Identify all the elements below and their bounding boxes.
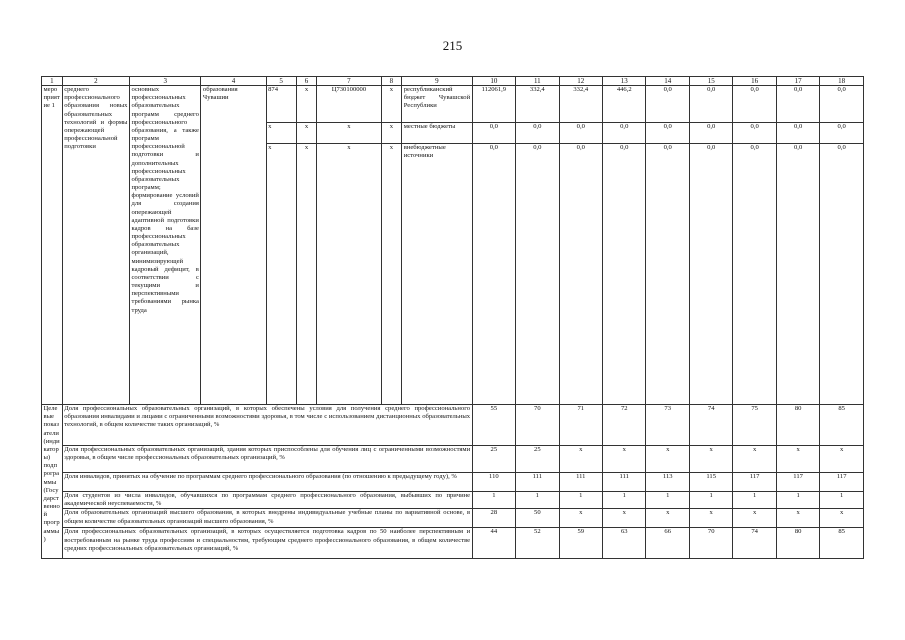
funding-value: 0,0 <box>516 123 559 144</box>
indicator-value: 25 <box>516 446 559 473</box>
target-article-code: х <box>317 123 381 144</box>
funding-value: 0,0 <box>733 123 776 144</box>
indicator-value: х <box>733 509 776 528</box>
funding-value: 0,0 <box>603 123 646 144</box>
funding-value: 0,0 <box>689 123 732 144</box>
indicator-value: 75 <box>733 405 776 446</box>
funding-value: 0,0 <box>559 144 602 405</box>
indicator-value: 1 <box>776 492 819 509</box>
grbs-code: х <box>266 123 296 144</box>
target-article-code: Ц730100000 <box>317 86 381 123</box>
funding-value: 0,0 <box>559 123 602 144</box>
funding-value: 332,4 <box>516 86 559 123</box>
column-header: 18 <box>820 77 864 86</box>
table-row <box>42 509 864 528</box>
section-code: х <box>296 123 317 144</box>
responsible-executor: образования Чувашии <box>201 86 266 405</box>
funding-value: 0,0 <box>646 123 689 144</box>
indicator-value: 25 <box>472 446 515 473</box>
indicator-value: 1 <box>689 492 732 509</box>
indicator-value: 59 <box>559 528 602 559</box>
page-number: 215 <box>442 38 463 53</box>
column-header: 12 <box>559 77 602 86</box>
funding-source: внебюджетные источники <box>402 144 472 405</box>
target-article-code: х <box>317 144 381 405</box>
indicator-value: 110 <box>472 473 515 492</box>
section-code: х <box>296 86 317 123</box>
indicator-value: х <box>646 446 689 473</box>
funding-value: 0,0 <box>820 86 864 123</box>
indicator-value: 74 <box>689 405 732 446</box>
indicator-value: 72 <box>603 405 646 446</box>
indicator-value: х <box>646 509 689 528</box>
budget-table <box>41 76 864 559</box>
funding-source: местные бюджеты <box>402 123 472 144</box>
funding-value: 0,0 <box>820 123 864 144</box>
column-header: 13 <box>603 77 646 86</box>
column-header: 4 <box>201 77 266 86</box>
indicator-value: х <box>820 509 864 528</box>
indicator-text: Доля студентов из числа инвалидов, обучавшихся по программам среднего профессионального образования, выбывших по причине академической неуспеваемости, % <box>64 492 471 508</box>
funding-value: 0,0 <box>733 86 776 123</box>
indicator-value: х <box>559 446 602 473</box>
funding-value: 0,0 <box>646 86 689 123</box>
funding-value: 112061,9 <box>472 86 515 123</box>
indicator-value: 1 <box>559 492 602 509</box>
table-row <box>42 528 864 559</box>
indicator-value: 66 <box>646 528 689 559</box>
column-header: 2 <box>62 77 129 86</box>
column-header: 15 <box>689 77 732 86</box>
indicator-value: 70 <box>516 405 559 446</box>
funding-value: 0,0 <box>776 86 819 123</box>
indicator-value: 1 <box>603 492 646 509</box>
targets-label: Целевые показатели (индикаторы) подпрограммы (Государственной программы) <box>42 405 63 559</box>
column-header: 9 <box>402 77 472 86</box>
indicator-value: 111 <box>516 473 559 492</box>
column-header: 11 <box>516 77 559 86</box>
funding-value: 446,2 <box>603 86 646 123</box>
column-header: 7 <box>317 77 381 86</box>
indicator-value: 111 <box>603 473 646 492</box>
indicator-value: 113 <box>646 473 689 492</box>
indicator-text: Доля профессиональных образовательных организаций, в которых осуществляется подготовка кадров по 50 наиболее перспективным и востребованным на рынке труда профессиям и специальностям, требующим среднего профессионального образования, в общем количестве средних профессиональных образовательных организаций, % <box>62 528 472 559</box>
indicator-value: 111 <box>559 473 602 492</box>
indicator-value: 73 <box>646 405 689 446</box>
column-header: 10 <box>472 77 515 86</box>
indicator-value: 1 <box>820 492 864 509</box>
indicator-value: 50 <box>516 509 559 528</box>
indicator-value: х <box>776 509 819 528</box>
indicator-value: 71 <box>559 405 602 446</box>
table-row <box>42 405 864 446</box>
column-header: 16 <box>733 77 776 86</box>
column-header: 3 <box>129 77 200 86</box>
grbs-code: х <box>266 144 296 405</box>
indicator-value: 63 <box>603 528 646 559</box>
indicator-value: х <box>820 446 864 473</box>
funding-value: 0,0 <box>646 144 689 405</box>
indicator-value: х <box>603 509 646 528</box>
column-header: 8 <box>381 77 402 86</box>
indicator-value: 85 <box>820 528 864 559</box>
expense-type-code: х <box>381 86 402 123</box>
funding-value: 0,0 <box>603 144 646 405</box>
measure-label: мероприятие 1 <box>42 86 63 405</box>
section-code: х <box>296 144 317 405</box>
indicator-value: х <box>559 509 602 528</box>
column-header: 14 <box>646 77 689 86</box>
funding-source: республиканский бюджет Чувашской Республики <box>402 86 472 123</box>
indicator-value: 80 <box>776 528 819 559</box>
indicator-value: 28 <box>472 509 515 528</box>
funding-value: 0,0 <box>689 86 732 123</box>
indicator-text: Доля инвалидов, принятых на обучение по программам среднего профессионального образования (по отношению к предыдущему году), % <box>62 473 472 492</box>
indicator-value: х <box>733 446 776 473</box>
funding-value: 0,0 <box>776 144 819 405</box>
column-header: 17 <box>776 77 819 86</box>
indicator-value: 74 <box>733 528 776 559</box>
funding-value: 0,0 <box>776 123 819 144</box>
indicator-value: 115 <box>689 473 732 492</box>
indicator-value: 1 <box>733 492 776 509</box>
table-header-row <box>42 77 864 86</box>
indicator-value: 1 <box>472 492 515 509</box>
indicator-value: х <box>689 509 732 528</box>
indicator-value: 1 <box>516 492 559 509</box>
indicator-value: 80 <box>776 405 819 446</box>
grbs-code: 874 <box>266 86 296 123</box>
indicator-value: х <box>689 446 732 473</box>
column-header: 5 <box>266 77 296 86</box>
measure-description: основных профессиональных образовательных программ среднего профессионального образования, а также программ профессиональной подготовки и дополнительных профессиональных образовательных программ; формирование условий для создания опережающей адаптивной подготовки кадров на базе профессиональных образовательных организаций, минимизирующей кадровый дефицит, в соответствии с текущими и перспективными требованиями рынка труда <box>129 86 200 405</box>
funding-value: 0,0 <box>472 144 515 405</box>
indicator-value: 55 <box>472 405 515 446</box>
indicator-value: 117 <box>776 473 819 492</box>
table-row <box>42 446 864 473</box>
funding-value: 332,4 <box>559 86 602 123</box>
funding-value: 0,0 <box>820 144 864 405</box>
table-row <box>42 473 864 492</box>
indicator-value: х <box>603 446 646 473</box>
indicator-text: Доля образовательных организаций высшего образования, в которых внедрены индивидуальные учебные планы по вариативной основе, в общем количестве образовательных организаций высшего образования, % <box>62 509 472 528</box>
indicator-value: 44 <box>472 528 515 559</box>
indicator-text: Доля профессиональных образовательных организаций, в которых обеспечены условия для получения среднего профессионального образования инвалидами и лицами с ограниченными возможностями здоровья, в том числе с использованием дистанционных образовательных технологий, в общем количестве таких организаций, % <box>62 405 472 446</box>
funding-value: 0,0 <box>689 144 732 405</box>
indicator-value: 85 <box>820 405 864 446</box>
indicator-value: 1 <box>646 492 689 509</box>
indicator-value: 52 <box>516 528 559 559</box>
indicator-value: х <box>776 446 819 473</box>
measure-name: среднего профессионального образования новых образовательных технологий и формы опережающей профессиональной подготовки <box>62 86 129 405</box>
indicator-text: Доля профессиональных образовательных организаций, здания которых приспособлены для обучения лиц с ограниченными возможностями здоровья, в общем числе профессиональных образовательных организаций, % <box>62 446 472 473</box>
expense-type-code: х <box>381 123 402 144</box>
column-header: 1 <box>42 77 63 86</box>
expense-type-code: х <box>381 144 402 405</box>
indicator-value: 117 <box>820 473 864 492</box>
table-row <box>42 86 864 123</box>
indicator-value: 117 <box>733 473 776 492</box>
column-header: 6 <box>296 77 317 86</box>
indicator-value: 70 <box>689 528 732 559</box>
funding-value: 0,0 <box>733 144 776 405</box>
funding-value: 0,0 <box>472 123 515 144</box>
funding-value: 0,0 <box>516 144 559 405</box>
table-row <box>42 492 864 509</box>
